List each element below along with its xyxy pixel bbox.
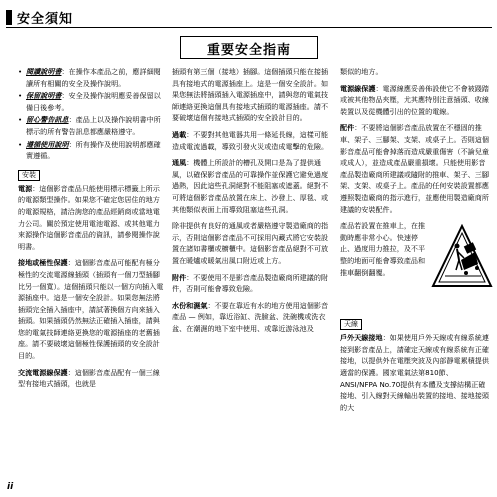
attachments-paragraph	[172, 272, 330, 295]
continued-paragraph: 插頭有第三個（接地）插腳。這個插頭只能在接插具有接地式的電源插座上。這是一個安全設計。如果您無法將插頭插入電源插座中，請與您的電氣技師連絡更換這個具有接地式插頭的電源插座。請不要破壞這個有接地式插頭的安全設計目的。	[172, 67, 329, 123]
paragraph-label: 通風	[172, 158, 187, 168]
install-tag: 安裝	[18, 170, 40, 181]
paragraph-text: ：這個影音產品可能配有極分極性的交流電源線插頭（插頭有一個刀型插腳比另一個寬）。這個插頭只能以一個方向插入電源插座中。這是一個安全設計。如果您無法將插頭完全插入插座中，請試著換個方向來插入插頭。如果插頭仍然無法正確插入插座，請與您的電氣技師連絡更換您的電源插座的老舊插座。請不要破壞這個極性保護插頭的安全設計目的。	[18, 258, 164, 361]
bullet-term: 閱讀說明書	[26, 67, 62, 76]
paragraph-label: 過載	[172, 129, 187, 139]
power-cord-paragraph	[18, 367, 164, 390]
paragraph-text: ：不要使用不是影音產品製造廠商所建議的附件，否則可能會導致危險。	[172, 272, 329, 294]
paragraph-text: ：不要對其他電器共用一條延長線，這樣可能造成電流過載，導致引發火災或造成電擊的危險。	[172, 129, 329, 151]
ventilation-paragraph	[172, 157, 330, 215]
continued-paragraph: 類似的地方。	[340, 67, 383, 76]
power-source-paragraph	[18, 183, 164, 253]
bullet-follow-instructions	[18, 139, 164, 162]
bullet-text: ：所有操作及使用說明都應確實遵循。	[26, 139, 161, 161]
cart-warning-text: 產品若設置在推車上，在推動時應非常小心。快速停止、過度用力推拉，及不平整的地面可能會導致產品和推車翻倒翻覆。	[340, 221, 426, 277]
paragraph-label: 附件	[172, 272, 187, 282]
accessories-paragraph	[340, 122, 490, 215]
column-2	[172, 66, 330, 339]
bullet-heed-warnings	[18, 114, 164, 137]
title-box	[180, 36, 318, 59]
column-3	[340, 66, 490, 418]
overload-paragraph	[172, 129, 330, 152]
paragraph-text: ：這個影音產品配有一個三線型有接地式插頭，也就是	[18, 367, 160, 389]
antenna-grounding-paragraph	[340, 332, 490, 413]
paragraph-text: ：這個影音產品只能使用標示標籤上所示的電源類型操作。如果您不確定您居住的地方的電源規格，請洽詢您的產品經銷商或當地電力公司。關於預定使用電池電源、或其他電力來源操作這個影音產品的資訊，請參閱操作說明書。	[18, 183, 160, 251]
cart-warning-icon	[431, 224, 493, 290]
paragraph-label: 交流電源線保護	[18, 367, 68, 377]
paragraph-label: 電源線保護	[340, 83, 376, 93]
built-in-paragraph: 除非提供有良好的通風或者嚴格遵守製造廠商的指示，否則這個影音產品不可採用內藏式將它安裝設置在諸如書櫃或櫥櫃中。這個影音產品絕對不可放置在暖爐或暖氣出風口附近或上方。	[172, 221, 329, 265]
paragraph-text: ：如果使用戶外天線或有線系統連接到影音產品上，請確定天線或有線系統有正確接地，以提供外在電壓突波及內部靜電累積提供適當的保護。國家電氣法第810節、ANSI/NFPA No.70提供有本體及支撐結構正確接地、引入線對天線輸出裝置的接地、接地接頭的大	[340, 333, 489, 412]
paragraph-label: 配件	[340, 123, 355, 133]
paragraph-label: 接地或極性保護	[18, 258, 68, 268]
paragraph-text: ：電源線應妥善佈設使它不會被踐踏或被其他物品夾壓，尤其應特別注意插頭、收線裝置以及從機體引出的位置的電線。	[340, 83, 489, 116]
antenna-tag: 天線	[340, 319, 362, 330]
bullet-term: 遵循使用說明	[26, 139, 69, 149]
page-number: ii	[7, 482, 14, 492]
bullet-list	[18, 66, 164, 162]
paragraph-text: ：不要在靠近有水的地方使用這個影音產品 — 例如，靠近浴缸、洗臉盆、洗碗機或洗衣盆、在潮濕的地下室中使用、或靠近游泳池及	[172, 300, 329, 333]
header-divider	[6, 27, 492, 28]
cord-protection-paragraph	[340, 83, 490, 118]
grounding-paragraph	[18, 257, 164, 361]
bullet-text: ：在操作本產品之前，應詳細閱讀所有相關的安全及操作說明。	[26, 67, 161, 88]
section-title: 安全須知	[17, 12, 74, 27]
bullet-term: 保留說明書	[26, 91, 62, 101]
column-1	[18, 66, 164, 395]
page-title: 重要安全指南	[206, 43, 291, 58]
paragraph-label: 戶外天線接地	[340, 333, 383, 343]
paragraph-label: 水份和濕氣	[172, 300, 208, 310]
paragraph-text: ：不要將這個影音產品放置在不穩固的推車、架子、三腳架、支架、或桌子上。否則這個影音產品可能會掉落而造成嚴重傷害（不論兒童或成人），並造成產品嚴重損壞。只能使用影音產品製造廠商所建議或隨附的推車、架子、三腳架、支架、或桌子上。產品的任何安裝設置都應遵照製造廠商的指示進行，並應使用製造廠商所建議的安裝配件。	[340, 123, 489, 214]
bullet-read-instructions	[18, 66, 164, 89]
bullet-retain-instructions	[18, 90, 164, 113]
paragraph-label: 電源	[18, 183, 33, 193]
bullet-term: 留心警告訊息	[26, 115, 69, 125]
paragraph-text: ：機體上所設計的槽孔及開口是為了提供通風，以確保影音產品的可靠操作並保護它避免過度過熱，因此這些孔洞絕對不能阻塞或遮蓋。絕對不可將這個影音產品放置在床上、沙發上、厚毯、或其他類似表面上而導致阻塞這些孔洞。	[172, 158, 329, 214]
bullet-text: ：產品上以及操作說明書中所標示的所有警告訊息都應嚴格遵守。	[26, 115, 161, 136]
cart-warning	[340, 220, 490, 313]
bullet-text: ：安全及操作說明應妥善保留以備日後參考。	[26, 91, 161, 112]
section-marker	[6, 10, 12, 25]
water-moisture-paragraph	[172, 300, 330, 335]
